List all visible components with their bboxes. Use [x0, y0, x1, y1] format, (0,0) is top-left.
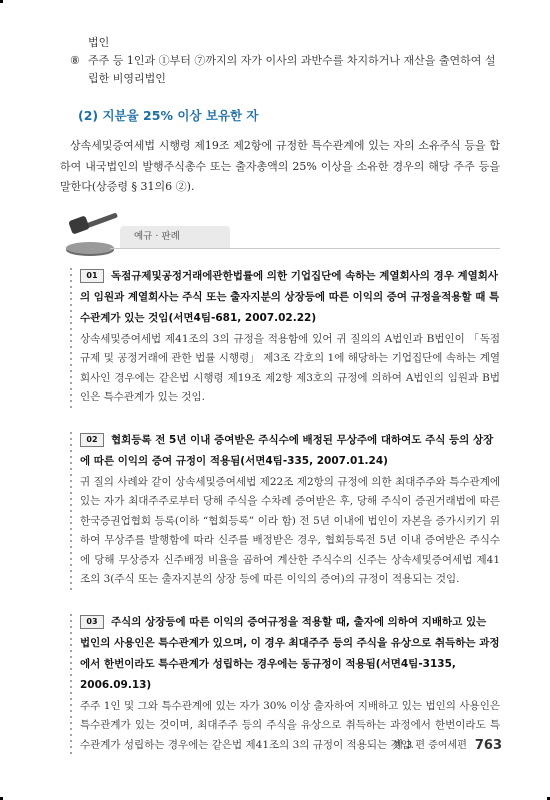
case-number-badge: 03 — [80, 615, 104, 629]
item-text: 주주 등 1인과 ①부터 ⑦까지의 자가 이사의 과반수를 차지하거나 재산을 출연하여 설립한 비영리법인 — [88, 54, 496, 85]
case-title-text: 협회등록 전 5년 이내 증여받은 주식수에 배정된 무상주에 대하여도 주식 등의 상장에 따른 이익의 증여 규정이 적용됨(서면4팀-335, 2007.01.24) — [80, 433, 494, 467]
gavel-icon — [60, 212, 126, 260]
case-title-text: 독점규제및공정거래에관한법률에 의한 기업집단에 속하는 계열회사의 경우 계열회사의 임원과 계열회사는 주식 또는 출자지분의 상장등에 따른 이익의 증여 규정을적용할 때 특수관계가 있는 것임(서면4팀-681, 2007.02.22) — [80, 269, 500, 324]
case-number-badge: 01 — [80, 269, 104, 283]
precedent-case-2 — [80, 430, 500, 590]
case-body: 귀 질의 사례와 같이 상속세및증여세법 제22조 제2항의 규정에 의한 최대주주와 특수관계에 있는 자가 최대주주로부터 당해 주식을 수차례 증여받은 후, 당해 주식이 증권거래법에 따른 한국증권업협회 등록(이하 “협회등록” 이라 함) 전 5년 이내에 법인이 자본을 증가시키기 위하여 무상주를 발행함에 따라 신주를 배정받은 경우, 협회등록전 5년 이내 증여받은 주식수에 당해 무상증자 신주배정 비율을 곱하여 계산한 주식수의 신주는 상속세및증여세법 제41조의 3(주식 또는 출자지분의 상장 등에 따른 이익의 증여)의 규정이 적용되는 것임. — [80, 475, 500, 585]
case-title — [80, 266, 500, 329]
case-body: 주주 1인 및 그와 특수관계에 있는 자가 30% 이상 출자하여 지배하고 있는 법인의 사용인은 특수관계가 있는 것이며, 최대주주 등의 주식을 유상으로 취득하는 과정에서 한번이라도 특수관계가 성립하는 경우에는 같은법 제41조의 3의 규정이 적용되는 것임. — [80, 699, 500, 751]
page-footer — [393, 736, 502, 753]
case-title-text: 주식의 상장등에 따른 이익의 증여규정을 적용할 때, 출자에 의하여 지배하고 있는 법인의 사용인은 특수관계가 있으며, 이 경우 최대주주 등의 주식을 유상으로 취득하는 과정에서 한번이라도 특수관계가 성립하는 경우에는 동규정이 적용됨(서면4팀-3135, 2006.09.13) — [80, 615, 500, 691]
precedents-tab: 예규 · 판례 — [120, 226, 230, 248]
crop-mark — [0, 0, 3, 3]
page-number: 763 — [474, 738, 502, 753]
precedent-case-1 — [80, 266, 500, 408]
precedent-case-3 — [80, 612, 500, 756]
case-body: 상속세및증여세법 제41조의 3의 규정을 적용함에 있어 귀 질의의 A법인과 B법인이 「독점규제 및 공정거래에 관한 법률 시행령」 제3조 각호의 1에 해당하는 기업집단에 속하는 계열회사인 경우에는 같은법 시행령 제19조 제2항 제3호의 규정에 의하여 A법인의 임원과 B법인은 특수관계가 있는 것임. — [80, 332, 500, 403]
section-paragraph: 상속세및증여세법 시행령 제19조 제2항에 규정한 특수관계에 있는 자의 소유주식 등을 합하여 내국법인의 발행주식총수 또는 출자총액의 25% 이상을 소유한 경우의 해당 주주 등을 말한다(상증령 § 31의6 ②). — [60, 139, 500, 193]
continuation-text: 법인 — [88, 36, 110, 49]
case-number-badge: 02 — [80, 433, 104, 447]
list-item-8 — [70, 52, 500, 88]
tab-divider — [110, 248, 500, 249]
section-heading: (2) 지분율 25% 이상 보유한 자 — [78, 108, 259, 123]
item-marker: ⑧ — [70, 54, 80, 67]
case-title — [80, 612, 500, 696]
footer-section: 제 3 편 증여세편 — [393, 740, 467, 751]
page-content — [60, 34, 500, 755]
precedents-header — [60, 218, 500, 258]
case-title — [80, 430, 500, 472]
